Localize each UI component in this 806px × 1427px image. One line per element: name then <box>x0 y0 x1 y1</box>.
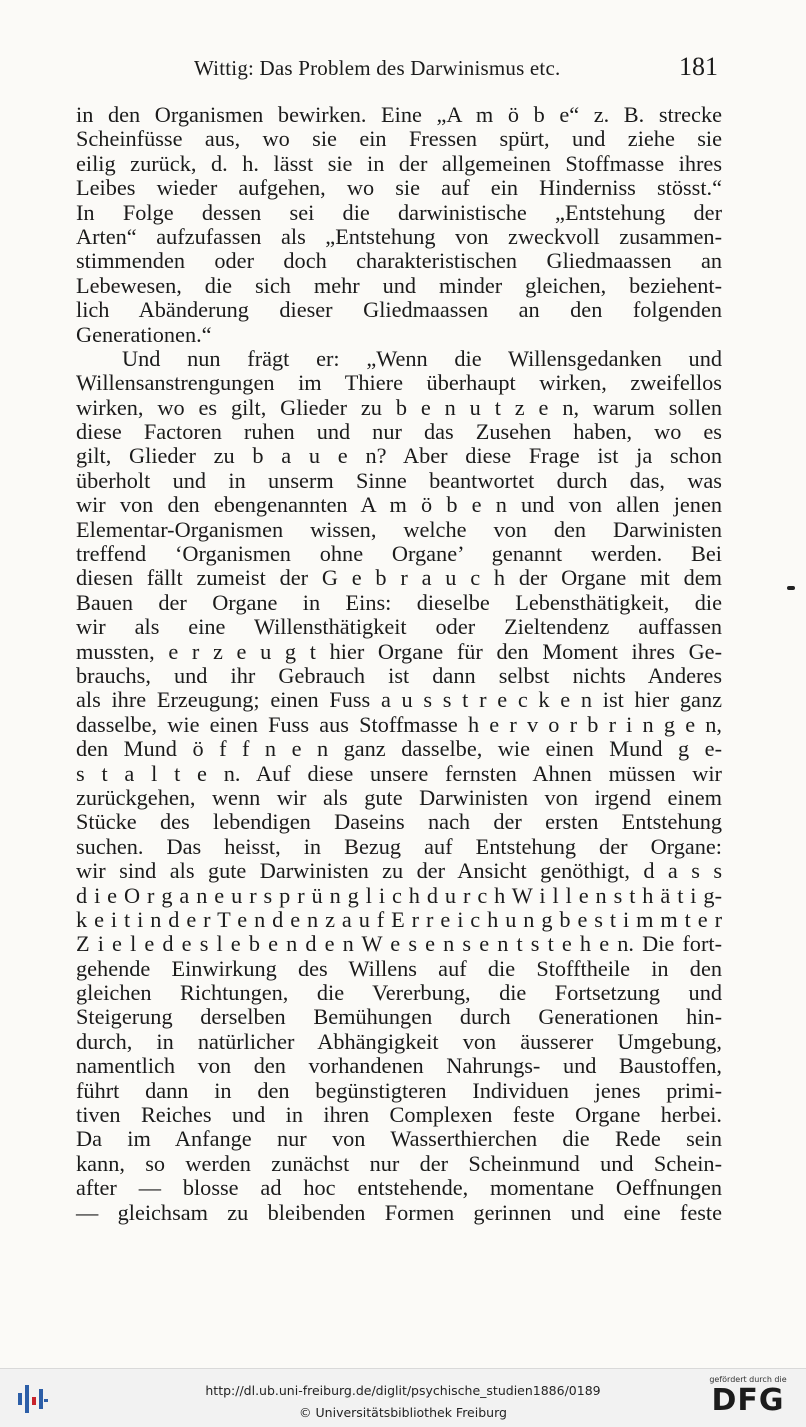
text-line: gilt, Glieder zu b a u e n? Aber diese Frage ist ja schon <box>76 443 722 469</box>
text-line: Scheinfüsse aus, wo sie ein Fressen spürt, und ziehe sie <box>76 126 722 152</box>
text-line: treffend ‘Organismen ohne Organe’ genannt werden. Bei <box>76 541 722 567</box>
text-line: k e i t i n d e r T e n d e n z a u f E r r e i c h u n g b e s t i m m t e r <box>76 906 722 932</box>
text-line: als ihre Erzeugung; einen Fuss a u s s t r e c k e n ist hier ganz <box>76 687 722 713</box>
dfg-caption: gefördert durch die <box>709 1375 787 1384</box>
text-line: Stücke des lebendigen Daseins nach der ersten Entstehung <box>76 809 722 835</box>
text-line: wir sind als gute Darwinisten zu der Ansicht genöthigt, d a s s <box>76 858 722 884</box>
text-line: In Folge dessen sei die darwinistische „Entstehung der <box>76 199 722 225</box>
page-number: 181 <box>679 52 718 81</box>
page-header <box>76 52 722 88</box>
text-line: Generationen.“ <box>76 321 212 347</box>
dfg-funding-logo[interactable] <box>700 1375 796 1423</box>
text-line: Z i e l e d e s l e b e n d e n W e s e n s e n t s t e h e n. Die fort- <box>76 931 722 957</box>
text-line: kann, so werden zunächst nur der Scheinmund und Schein- <box>76 1150 722 1176</box>
text-line: dasselbe, wie einen Fuss aus Stoffmasse h e r v o r b r i n g e n, <box>76 711 722 737</box>
text-line: s t a l t e n. Auf diese unsere fernsten Ahnen müssen wir <box>76 760 722 786</box>
text-line: gehende Einwirkung des Willens auf die Stofftheile in den <box>76 955 722 981</box>
text-line: Arten“ aufzufassen als „Entstehung von zweckvoll zusammen- <box>76 223 722 249</box>
text-line: suchen. Das heisst, in Bezug auf Entstehung der Organe: <box>76 833 722 859</box>
text-line: stimmenden oder doch charakteristischen Gliedmaassen an <box>76 248 722 274</box>
text-line: überholt und in unserm Sinne beantwortet durch das, was <box>76 467 722 493</box>
text-line: brauchs, und ihr Gebrauch ist dann selbst nichts Anderes <box>76 662 722 688</box>
text-line: Leibes wieder aufgehen, wo sie auf ein Hinderniss stösst.“ <box>76 175 722 201</box>
text-line: wir von den ebengenannten A m ö b e n und von allen jenen <box>76 492 722 518</box>
text-line: zurückgehen, wenn wir als gute Darwinisten von irgend einem <box>76 784 722 810</box>
text-line: Steigerung derselben Bemühungen durch Generationen hin- <box>76 1004 722 1030</box>
text-line: diese Factoren ruhen und nur das Zusehen haben, wo es <box>76 419 722 445</box>
text-line: lich Abänderung dieser Gliedmaassen an den folgenden <box>76 297 722 323</box>
text-line: den Mund ö f f n e n ganz dasselbe, wie einen Mund g e- <box>76 736 722 762</box>
dfg-logo: DFG <box>711 1383 785 1418</box>
text-line: Willensanstrengungen im Thiere überhaupt wirken, zweifellos <box>76 370 722 396</box>
text-line: in den Organismen bewirken. Eine „A m ö b e“ z. B. strecke <box>76 102 722 127</box>
text-line: führt dann in den begünstigteren Individuen jenes primi- <box>76 1077 722 1103</box>
text-line: after — blosse ad hoc entstehende, momentane Oeffnungen <box>76 1175 722 1201</box>
text-line: durch, in natürlicher Abhängigkeit von äusserer Umgebung, <box>76 1028 722 1054</box>
text-line: gleichen Richtungen, die Vererbung, die Fortsetzung und <box>76 980 722 1006</box>
viewer-footer <box>0 1368 806 1427</box>
text-line: d i e O r g a n e u r s p r ü n g l i c h d u r c h W i l l e n s t h ä t i g- <box>76 882 722 908</box>
text-line: mussten, e r z e u g t hier Organe für den Moment ihres Ge- <box>76 638 722 664</box>
margin-mark <box>787 586 795 590</box>
text-line: tiven Reiches und in ihren Complexen feste Organe herbei. <box>76 1102 722 1128</box>
text-line: Da im Anfange nur von Wasserthierchen die Rede sein <box>76 1126 722 1152</box>
text-line: — gleichsam zu bleibenden Formen gerinnen und eine feste <box>76 1199 722 1225</box>
text-line: namentlich von den vorhandenen Nahrungs- und Baustoffen, <box>76 1053 722 1079</box>
body-text <box>76 103 722 1225</box>
text-line: Und nun frägt er: „Wenn die Willensgedanken und <box>122 345 722 371</box>
text-line: Bauen der Organe in Eins: dieselbe Lebensthätigkeit, die <box>76 589 722 615</box>
text-line: wirken, wo es gilt, Glieder zu b e n u t z e n, warum sollen <box>76 394 722 420</box>
source-url-link[interactable]: http://dl.ub.uni-freiburg.de/diglit/psychische_studien1886/0189 <box>205 1383 601 1398</box>
running-head: Wittig: Das Problem des Darwinismus etc. <box>194 56 561 80</box>
text-line: wir als eine Willensthätigkeit oder Zieltendenz auffassen <box>76 614 722 640</box>
text-line: Elementar-Organismen wissen, welche von den Darwinisten <box>76 516 722 542</box>
copyright-text: © Universitätsbibliothek Freiburg <box>299 1405 507 1420</box>
text-line: diesen fällt zumeist der G e b r a u c h der Organe mit dem <box>76 565 722 591</box>
text-line: Lebewesen, die sich mehr und minder gleichen, beziehent- <box>76 272 722 298</box>
text-line: eilig zurück, d. h. lässt sie in der allgemeinen Stoffmasse ihres <box>76 150 722 176</box>
